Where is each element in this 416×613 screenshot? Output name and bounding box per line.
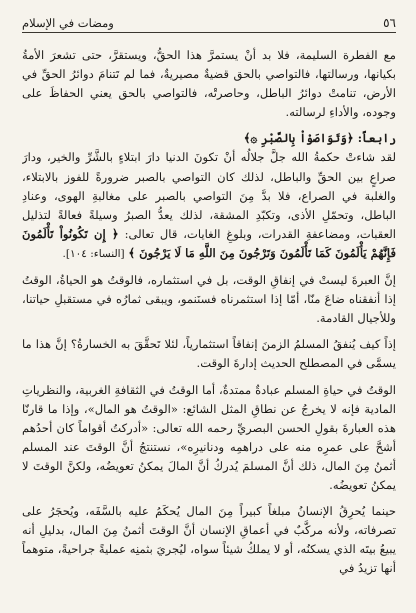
paragraph-text: لقد شاءتْ حكمةُ الله جلَّ جلالُه أنْ تكونَ الدنيا دارَ ابتلاءٍ بالشَّرِّ والخير، ودارَ صراعٍ بين الحقِّ والباطل، لذلك كان التواصي بالصبر ضرورةً للفوز بالابتلاء، والغلبة في الصراع، فلا بدَّ مِنَ التواصي بالصبر على مغالبةِ الهوى، وعنادِ الباطل، وتحمّلِ الأذى، وتكبّدِ المشقة، لذلك يعدُّ الصبرُ وسيلةً فعالةً لتذليل العقبات، ومضاعفةِ القدرات، وبلوغِ الغايات، قال تعالى: bbox=[22, 150, 396, 241]
paragraph-text: إنَّ العبرةَ ليستْ في إنفاقِ الوقت، بل في استثماره، فالوقتُ هو الحياةُ، الوقتُ إذا أنفقناه ضاعَ منّا، أمّا إذا استثمرناه فسنَنمو، ويبقى ثمارُه في مستقبلِ حياتنا، وللأجيال القادمة. bbox=[22, 273, 396, 326]
paragraph bbox=[22, 46, 396, 122]
paragraph bbox=[22, 335, 396, 373]
paragraph bbox=[22, 381, 396, 496]
verse-citation: [النساء: ١٠٤]. bbox=[62, 247, 125, 260]
page-body bbox=[22, 46, 396, 607]
paragraph-text: إذاً كيف يُنفقُ المسلمُ الزمنَ إنفاقاً استثمارياً، لئلا تَحقَّقَ به الخسارةُ؟ إنَّ هذا ما يسمَّى في المصطلح الحديث إدارةَ الوقت. bbox=[22, 337, 396, 371]
section-heading: رابعاً: ﴿وَتَوَاصَوْاْ بِالصَّبْرِ ۞﴾ bbox=[243, 131, 396, 146]
running-title: ومضات في الإسلام bbox=[22, 16, 114, 30]
page-number: ٥٦ bbox=[383, 16, 396, 30]
paragraph-text: حينما يُحرِقُ الإنسانُ مبلغاً كبيراً مِنَ المال يُحكَمُ عليه بالسَّفَه، ويُحجَرُ على تصرفاته، ولأنه مركَّبٌ في أعماقِ الإنسان أنَّ الوقتَ أثمنُ مِنَ المال، بدليلِ أنه يبيعُ بيتَه الذي يسكنُه، أو لا يملكُ شيئاً سواه، ليُجريَ بثمنِه عمليةً جراحيةً، متوهماً أنها تزيدُ في bbox=[22, 504, 396, 576]
page-header bbox=[22, 10, 396, 33]
paragraph bbox=[22, 129, 396, 264]
paragraph bbox=[22, 502, 396, 578]
paragraph-text: الوقتُ في حياةِ المسلم عبادةٌ ممتدةٌ، أما الوقتُ في الثقافةِ الغربية، والنظرياتِ المادية فإنه لا يخرجُ عن نطاقِ المثل الشائع: «الوقتُ هو المال»، وإذا ما قارنّا هذه العبارةَ بقولِ الحسن البصريِّ رحمه الله تعالى: «أدركتُ أقواماً كان أحدُهم أشحَّ على عمرِه منه على دراهمِه ودنانيرِه»، نستنتجُ أنَّ الوقتَ عند المسلم أثمنُ مِنَ المال، ذلك أنَّ المسلمَ يُدركُ أنَّ المالَ يمكنُ تعويضُه، ولكنَّ الوقتَ لا يمكنُ تعويضُه. bbox=[22, 382, 396, 492]
paragraph-text: مع الفطرة السليمة، فلا بد أنْ يستمرَّ هذا الحقُّ، ويستقرَّ، حتى تشعرَ الأمةُ بكيانها، ورسالتها، فالتواصي بالحق قضيةٌ مصيريةٌ، فما لم تَتنامَ دوائرُ الحقِّ في الأرض، تنامتْ دوائرُ الباطل، وحاصرتْه، فالتواصي بالحق يعني الحفاظَ على وجوده، والأداءِ لرسالته. bbox=[22, 48, 396, 120]
paragraph bbox=[22, 271, 396, 328]
quran-verse: ﴿ إِن تَكُونُواْ تَأْلَمُونَ فَإِنَّهُمْ يَأْلَمُونَ كَمَا تَأْلَمُونَ وَتَرْجُونَ مِنَ اللَّهِ مَا لَا يَرْجُونَ ﴾ bbox=[22, 226, 396, 260]
